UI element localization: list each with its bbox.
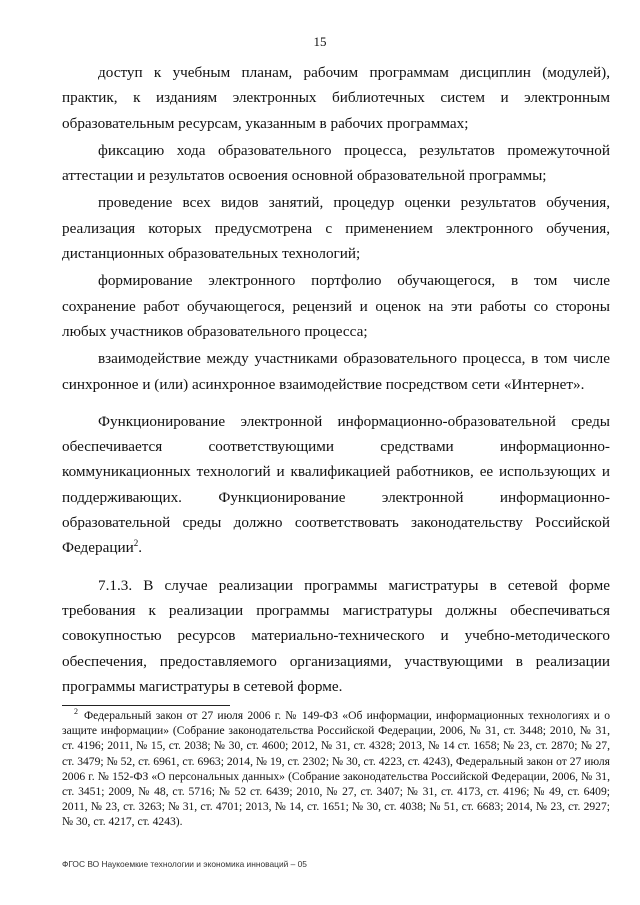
paragraph-network-form: 7.1.3. В случае реализации программы магистратуры в сетевой форме требования к реализации программы магистратуры должны обеспечиваться совокупностью ресурсов материально-технического и учебно-методического обеспечения, предоставляемого организациями, участвующими в реализации программы магистратуры в сетевой форме. — [62, 576, 610, 695]
page-footer: ФГОС ВО Наукоемкие технологии и экономика инноваций – 05 — [62, 859, 307, 869]
footnote-reference: 2 — [133, 538, 139, 549]
paragraph-curriculum-access: доступ к учебным планам, рабочим программам дисциплин (модулей), практик, к изданиям электронных библиотечных систем и электронным образовательным ресурсам, указанным в рабочих программах; — [62, 64, 610, 132]
paragraph-functioning-text: Функционирование электронной информационно-образовательной среды обеспечивается соответствующими средствами информационно-коммуникационных технологий и квалификацией работников, ее использующих и поддерживающих. Функционирование электронной информационно-образовательной среды должно соответствовать законодательству Российской Федерации — [62, 412, 610, 557]
paragraph-functioning-end: . — [138, 539, 143, 557]
footnote-text: Федеральный закон от 27 июля 2006 г. № 149-ФЗ «Об информации, информационных технологиях и о защите информации» (Собрание законодательства Российской Федерации, 2006, № 31, ст. 3448; 2010, № 31, ст. 4196; 2011, № 15, ст. 2038; № 30, ст. 4600; 2012, № 31, ст. 4328; 2013, № 14 ст. 1658; № 23, ст. 2870; № 27, ст. 3479; № 52, ст. 6961, ст. 6963; 2014, № 19, ст. 2302; № 30, ст. 4223, ст. 4243), Федеральный закон от 27 июля 2006 г. № 152-ФЗ «О персональных данных» (Собрание законодательства Российской Федерации, 2006, № 31, ст. 3451; 2009, № 48, ст. 5716; № 52 ст. 6439; 2010, № 27, ст. 3407; № 31, ст. 4173, ст. 4196; № 49, ст. 6409; 2011, № 23, ст. 3263; № 31, ст. 4701; 2013, № 14, ст. 1651; № 30, ст. 4038; № 51, ст. 6683; 2014, № 23, ст. 2927; № 30, ст. 4217, ст. 4243). — [62, 709, 610, 829]
paragraph-portfolio: формирование электронного портфолио обучающегося, в том числе сохранение работ обучающегося, рецензий и оценок на эти работы со стороны любых участников образовательного процесса; — [62, 272, 610, 340]
paragraph-interaction: взаимодействие между участниками образовательного процесса, в том числе синхронное и (или) асинхронное взаимодействие посредством сети «Интернет». — [62, 350, 610, 393]
body-text — [62, 60, 610, 699]
footnote-divider — [62, 705, 230, 706]
page-number: 15 — [313, 34, 327, 49]
paragraph-process-recording: фиксацию хода образовательного процесса, результатов промежуточной аттестации и результатов освоения основной образовательной программы; — [62, 141, 610, 185]
paragraph-all-classes: проведение всех видов занятий, процедур оценки результатов обучения, реализация которых предусмотрена с применением электронного обучения, дистанционных образовательных технологий; — [62, 194, 610, 263]
footnote-marker: 2 — [74, 707, 78, 717]
footnote — [62, 708, 610, 830]
paragraph-functioning — [62, 409, 610, 561]
